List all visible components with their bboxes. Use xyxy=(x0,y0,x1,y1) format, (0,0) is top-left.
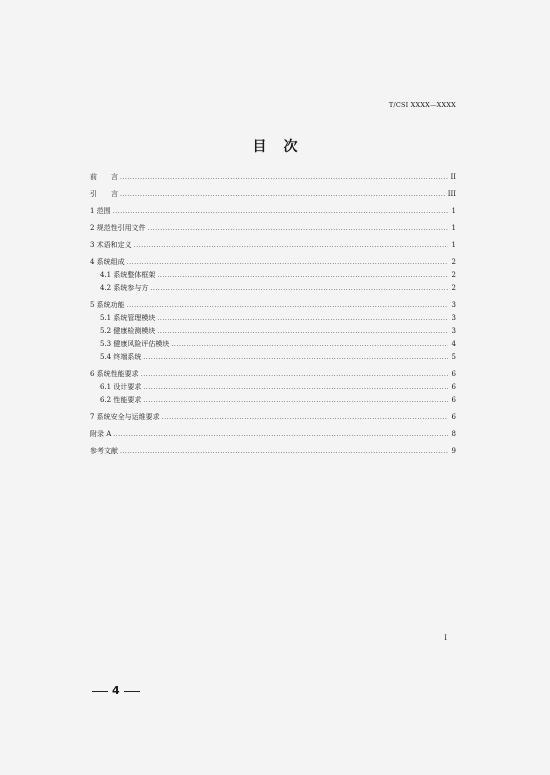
toc-entry-label: 5.4 终端系统 xyxy=(100,353,142,361)
toc-entry-label: 6.1 设计要求 xyxy=(100,383,142,391)
toc-title xyxy=(0,136,550,156)
toc-entry[interactable] xyxy=(90,257,456,267)
toc-entry-page: 2 xyxy=(451,284,456,292)
toc-entry-label: 参考文献 xyxy=(90,447,118,455)
toc-entry-preface[interactable] xyxy=(90,172,456,182)
toc-entry-page: 5 xyxy=(451,353,456,361)
toc-entry-page: III xyxy=(447,190,456,198)
table-of-contents xyxy=(90,172,456,456)
toc-entry-page: 9 xyxy=(451,447,456,455)
toc-entry-page: 3 xyxy=(451,327,456,335)
leader-dots xyxy=(141,371,448,378)
leader-dots xyxy=(127,259,448,266)
toc-entry[interactable] xyxy=(90,395,456,405)
toc-entry-label: 引 言 xyxy=(90,190,118,198)
toc-entry-label: 5.3 健康风险评估模块 xyxy=(100,340,170,348)
leader-dots xyxy=(143,397,448,404)
toc-entry-page: 6 xyxy=(451,413,456,421)
toc-entry-page: 8 xyxy=(451,430,456,438)
toc-entry-page: 6 xyxy=(451,370,456,378)
leader-dots xyxy=(127,302,448,309)
leader-dots xyxy=(162,414,448,421)
toc-entry-label: 附录 A xyxy=(90,430,112,438)
toc-entry-label: 4 系统组成 xyxy=(90,258,125,266)
toc-entry-page: 3 xyxy=(451,301,456,309)
toc-entry[interactable] xyxy=(90,446,456,456)
leader-dots xyxy=(150,285,448,292)
folio-dash-right xyxy=(124,691,140,692)
toc-entry-label: 前 言 xyxy=(90,173,118,181)
toc-entry-page: 6 xyxy=(451,396,456,404)
leader-dots xyxy=(113,431,448,438)
toc-entry-page: 3 xyxy=(451,314,456,322)
toc-entry[interactable] xyxy=(90,240,456,250)
toc-entry-introduction[interactable] xyxy=(90,189,456,199)
toc-entry[interactable] xyxy=(90,270,456,280)
toc-entry-page: 1 xyxy=(451,207,456,215)
leader-dots xyxy=(148,225,448,232)
toc-entry-label: 4.2 系统参与方 xyxy=(100,284,149,292)
toc-entry-page: 2 xyxy=(451,271,456,279)
toc-title-char-1: 目 xyxy=(252,139,267,155)
toc-entry[interactable] xyxy=(90,283,456,293)
leader-dots xyxy=(120,448,448,455)
toc-entry-label: 1 范围 xyxy=(90,207,111,215)
toc-entry-label: 5.1 系统管理模块 xyxy=(100,314,156,322)
toc-entry[interactable] xyxy=(90,352,456,362)
toc-entry-label: 3 术语和定义 xyxy=(90,241,132,249)
toc-entry[interactable] xyxy=(90,326,456,336)
toc-entry-page: 1 xyxy=(451,241,456,249)
toc-entry-label: 4.1 系统整体框架 xyxy=(100,271,156,279)
toc-entry-page: 1 xyxy=(451,224,456,232)
leader-dots xyxy=(157,315,448,322)
toc-entry-page: 2 xyxy=(451,258,456,266)
toc-entry-label: 6.2 性能要求 xyxy=(100,396,142,404)
toc-entry[interactable] xyxy=(90,369,456,379)
toc-entry[interactable] xyxy=(90,339,456,349)
toc-entry-label: 5 系统功能 xyxy=(90,301,125,309)
leader-dots xyxy=(157,272,448,279)
toc-entry[interactable] xyxy=(90,313,456,323)
toc-entry-page: II xyxy=(450,173,456,181)
toc-entry-label: 5.2 健康检测模块 xyxy=(100,327,156,335)
toc-entry[interactable] xyxy=(90,223,456,233)
toc-title-char-2: 次 xyxy=(283,139,298,155)
folio xyxy=(88,684,144,697)
toc-entry[interactable] xyxy=(90,429,456,439)
leader-dots xyxy=(120,174,448,181)
toc-entry[interactable] xyxy=(90,382,456,392)
leader-dots xyxy=(143,384,448,391)
leader-dots xyxy=(157,328,448,335)
folio-dash-left xyxy=(92,691,108,692)
leader-dots xyxy=(113,208,448,215)
page-number: I xyxy=(444,634,447,642)
toc-entry[interactable] xyxy=(90,206,456,216)
toc-entry-page: 4 xyxy=(451,340,456,348)
toc-entry-label: 2 规范性引用文件 xyxy=(90,224,146,232)
toc-entry-label: 6 系统性能要求 xyxy=(90,370,139,378)
leader-dots xyxy=(143,354,448,361)
leader-dots xyxy=(171,341,448,348)
folio-number: 4 xyxy=(112,684,120,697)
toc-entry[interactable] xyxy=(90,412,456,422)
toc-entry[interactable] xyxy=(90,300,456,310)
leader-dots xyxy=(134,242,448,249)
document-code: T/CSI XXXX—XXXX xyxy=(388,101,456,109)
toc-entry-label: 7 系统安全与运维要求 xyxy=(90,413,160,421)
toc-entry-page: 6 xyxy=(451,383,456,391)
leader-dots xyxy=(120,191,446,198)
